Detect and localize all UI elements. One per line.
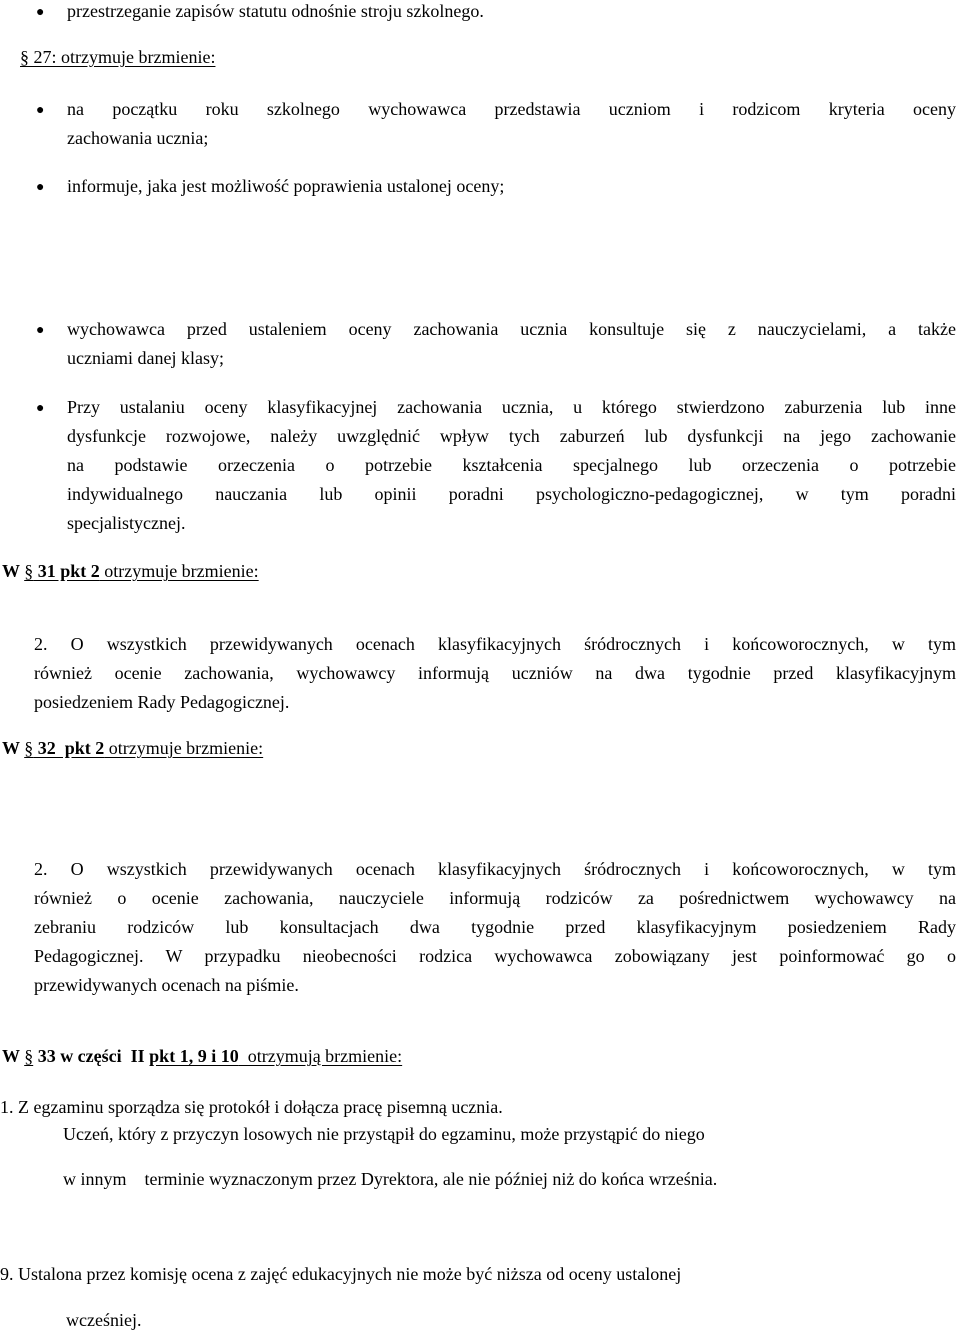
section-symbol: § xyxy=(24,738,34,758)
section-31-paragraph xyxy=(34,630,956,717)
section-31-heading xyxy=(2,557,259,586)
section-27-text: 27: otrzymuje brzmienie: xyxy=(29,47,216,67)
text-line: również o ocenie zachowania, nauczyciele informują rodziców za pośrednictwem wychowawcy na xyxy=(34,888,956,908)
section-symbol: § xyxy=(24,561,34,581)
text-line: zebraniu rodziców lub konsultacjach dwa tygodnie przed klasyfikacyjnym posiedzeniem Rady xyxy=(34,917,956,937)
heading-number: 33 w części II xyxy=(33,1046,150,1066)
heading-rest: otrzymują brzmienie: xyxy=(238,1046,403,1066)
bullet-icon: ● xyxy=(36,401,45,416)
list-item xyxy=(67,393,956,538)
text-line: Pedagogicznej. W przypadku nieobecności rodzica wychowawca zobowiązany jest poinformować go o xyxy=(34,946,956,966)
text-line: specjalistycznej. xyxy=(67,513,186,533)
heading-rest: otrzymuje brzmienie: xyxy=(104,738,264,758)
list-item xyxy=(67,315,956,373)
text-line: dysfunkcje rozwojowe, należy uwzględnić wpływ tych zaburzeń lub dysfunkcji na jego zachowanie xyxy=(67,426,956,446)
heading-points: pkt 1, 9 i 10 xyxy=(149,1046,239,1066)
section-32-heading xyxy=(2,734,263,763)
section-symbol: § xyxy=(20,47,29,67)
text-line: na początku roku szkolnego wychowawca przedstawia uczniom i rodzicom kryteria oceny xyxy=(67,99,956,119)
bullet-icon: ● xyxy=(36,5,45,20)
list-item: przestrzeganie zapisów statutu odnośnie stroju szkolnego. xyxy=(67,1,484,21)
section-symbol: § xyxy=(24,1046,34,1066)
section-27-heading xyxy=(20,43,215,72)
text-line: również ocenie zachowania, wychowawcy informują uczniów na dwa tygodnie przed klasyfikacyjnym xyxy=(34,663,956,683)
text-line: indywidualnego nauczania lub opinii poradni psychologiczno-pedagogicznej, w tym poradni xyxy=(67,484,956,504)
section-32-paragraph xyxy=(34,855,956,1000)
heading-w: W xyxy=(2,738,25,758)
text-line: wychowawca przed ustaleniem oceny zachowania ucznia konsultuje się z nauczycielami, a także xyxy=(67,319,956,339)
text-line: zachowania ucznia; xyxy=(67,128,209,148)
text-line: w innym terminie wyznaczonym przez Dyrektora, ale nie później niż do końca września. xyxy=(63,1169,718,1189)
bullet-icon: ● xyxy=(36,323,45,338)
text-line: 2. O wszystkich przewidywanych ocenach klasyfikacyjnych śródrocznych i końcoworocznych, w tym xyxy=(34,859,956,879)
text-line: na podstawie orzeczenia o potrzebie kształcenia specjalnego lub orzeczenia o potrzebie xyxy=(67,455,956,475)
point-9: 9. Ustalona przez komisję ocena z zajęć edukacyjnych nie może być niższa od oceny ustalonej xyxy=(0,1264,682,1284)
text-line: Uczeń, który z przyczyn losowych nie przystąpił do egzaminu, może przystąpić do niego xyxy=(63,1124,705,1144)
text-line: wcześniej. xyxy=(66,1310,142,1330)
text-line: 2. O wszystkich przewidywanych ocenach klasyfikacyjnych śródrocznych i końcoworocznych, w tym xyxy=(34,634,956,654)
text-line: Przy ustalaniu oceny klasyfikacyjnej zachowania ucznia, u którego stwierdzono zaburzenia lub inne xyxy=(67,397,956,417)
point-1: 1. Z egzaminu sporządza się protokół i dołącza pracę pisemną ucznia. xyxy=(0,1097,503,1117)
text-line: przewidywanych ocenach na piśmie. xyxy=(34,975,299,995)
heading-w: W xyxy=(2,561,25,581)
section-33-heading xyxy=(2,1042,402,1071)
text-line: posiedzeniem Rady Pedagogicznej. xyxy=(34,692,290,712)
heading-w: W xyxy=(2,1046,25,1066)
heading-rest: otrzymuje brzmienie: xyxy=(99,561,259,581)
heading-number: 32 pkt 2 xyxy=(33,738,105,758)
bullet-icon: ● xyxy=(36,180,45,195)
heading-number: 31 pkt 2 xyxy=(33,561,100,581)
list-item xyxy=(67,95,956,153)
bullet-icon: ● xyxy=(36,103,45,118)
list-item: informuje, jaka jest możliwość poprawienia ustalonej oceny; xyxy=(67,176,505,196)
text-line: uczniami danej klasy; xyxy=(67,348,224,368)
